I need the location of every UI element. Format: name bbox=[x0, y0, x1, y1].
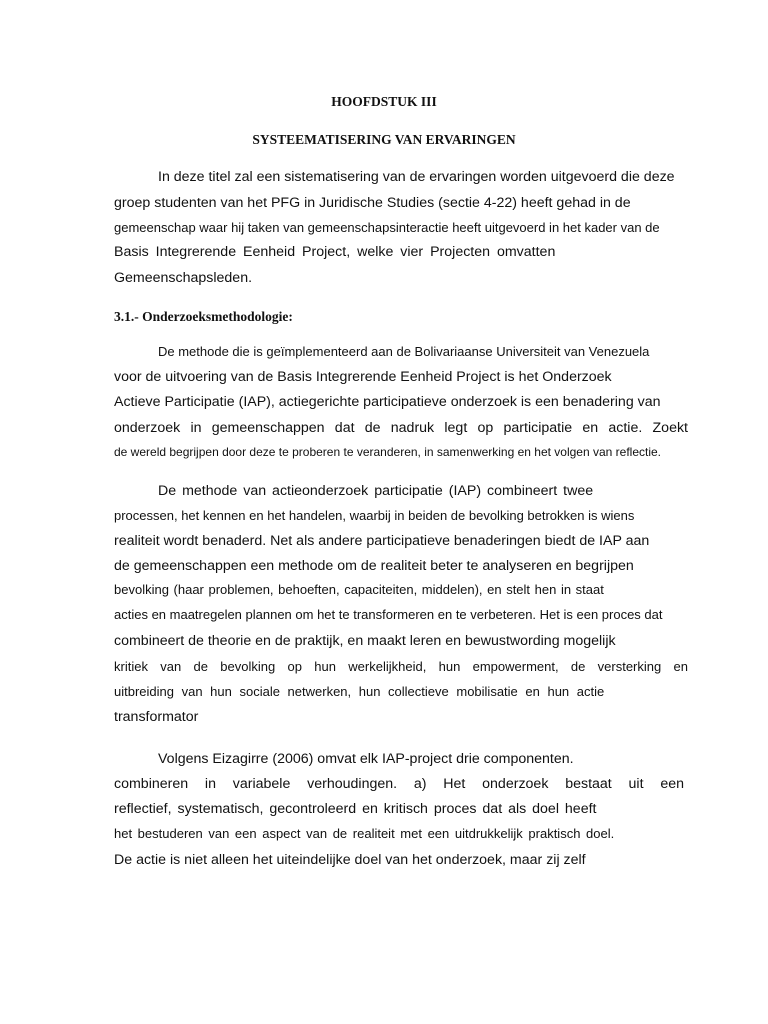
paragraph-line: het bestuderen van een aspect van de realiteit met een uitdrukkelijk praktisch doel. bbox=[114, 826, 615, 841]
paragraph-line: De methode van actieonderzoek participatie (IAP) combineert twee bbox=[158, 483, 594, 499]
paragraph-line: Volgens Eizagirre (2006) omvat elk IAP-project drie componenten. bbox=[158, 751, 574, 767]
paragraph-line: De actie is niet alleen het uiteindelijke doel van het onderzoek, maar zij zelf bbox=[114, 852, 586, 868]
paragraph-line: kritiek van de bevolking op hun werkelijkheid, hun empowerment, de versterking en bbox=[114, 659, 688, 674]
chapter-title: HOOFDSTUK III bbox=[331, 94, 437, 109]
paragraph-line: voor de uitvoering van de Basis Integrerende Eenheid Project is het Onderzoek bbox=[114, 369, 612, 385]
section-title: 3.1.- Onderzoeksmethodologie: bbox=[114, 309, 293, 324]
paragraph-line: acties en maatregelen plannen om het te transformeren en te verbeteren. Het is een proces dat bbox=[114, 607, 663, 622]
intro-line: gemeenschap waar hij taken van gemeenschapsinteractie heeft uitgevoerd in het kader van de bbox=[114, 220, 660, 235]
intro-line: In deze titel zal een sistematisering van de ervaringen worden uitgevoerd die deze bbox=[158, 169, 675, 185]
paragraph-line: onderzoek in gemeenschappen dat de nadruk legt op participatie en actie. Zoekt bbox=[114, 420, 688, 436]
paragraph-line: processen, het kennen en het handelen, waarbij in beiden de bevolking betrokken is wiens bbox=[114, 508, 635, 523]
paragraph-line: reflectief, systematisch, gecontroleerd en kritisch proces dat als doel heeft bbox=[114, 801, 597, 817]
intro-line: groep studenten van het PFG in Juridische Studies (sectie 4-22) heeft gehad in de bbox=[114, 195, 631, 211]
paragraph-line: de wereld begrijpen door deze te proberen te veranderen, in samenwerking en het volgen van reflectie. bbox=[114, 445, 662, 459]
paragraph-line: bevolking (haar problemen, behoeften, capaciteiten, middelen), en stelt hen in staat bbox=[114, 582, 604, 597]
paragraph-line: realiteit wordt benaderd. Net als andere participatieve benaderingen biedt de IAP aan bbox=[114, 533, 650, 549]
paragraph-line: combineren in variabele verhoudingen. a) Het onderzoek bestaat uit een bbox=[114, 776, 684, 792]
paragraph-line: transformator bbox=[114, 709, 199, 725]
chapter-subtitle: SYSTEEMATISERING VAN ERVARINGEN bbox=[252, 132, 516, 147]
intro-line: Basis Integrerende Eenheid Project, welke vier Projecten omvatten bbox=[114, 244, 556, 260]
intro-line: Gemeenschapsleden. bbox=[114, 270, 253, 286]
paragraph-line: Actieve Participatie (IAP), actiegerichte participatieve onderzoek is een benadering van bbox=[114, 394, 661, 410]
paragraph-line: de gemeenschappen een methode om de realiteit beter te analyseren en begrijpen bbox=[114, 558, 634, 574]
paragraph-line: De methode die is geïmplementeerd aan de Bolivariaanse Universiteit van Venezuela bbox=[158, 344, 650, 359]
paragraph-line: combineert de theorie en de praktijk, en maakt leren en bewustwording mogelijk bbox=[114, 633, 616, 649]
paragraph-line: uitbreiding van hun sociale netwerken, hun collectieve mobilisatie en hun actie bbox=[114, 684, 605, 699]
